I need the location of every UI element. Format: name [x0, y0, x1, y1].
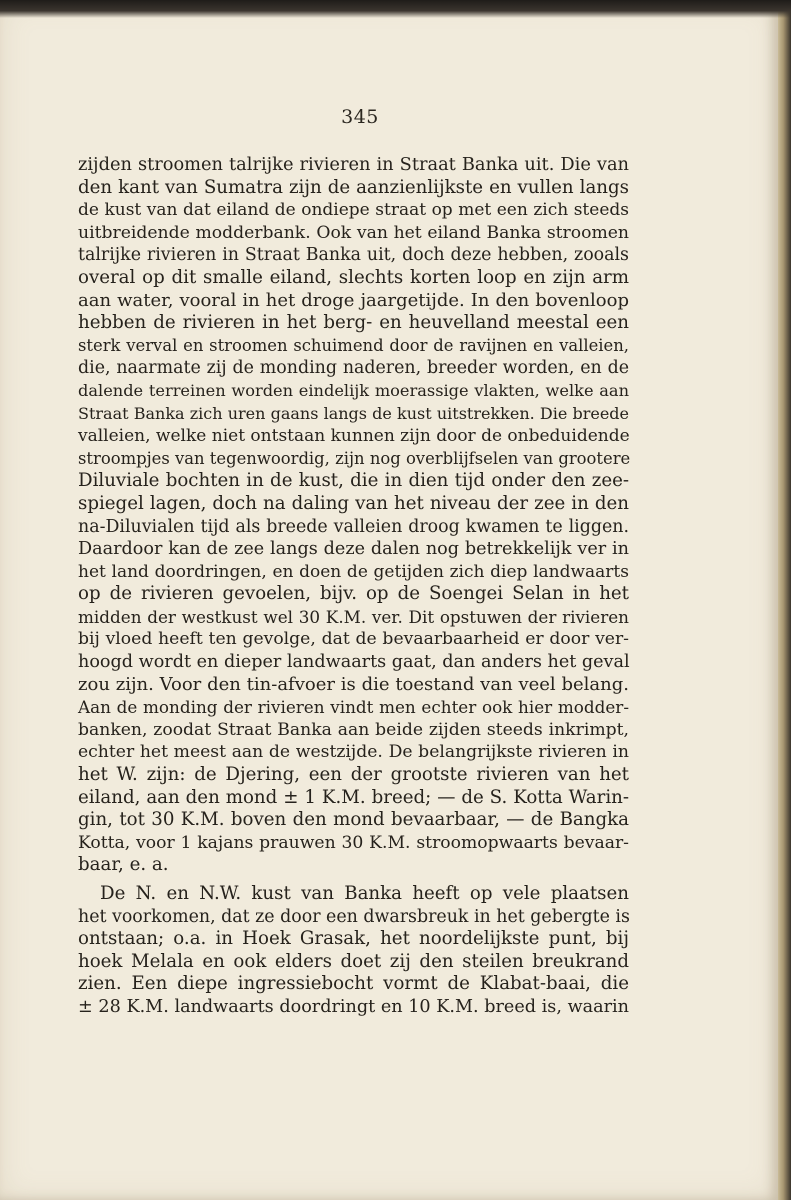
text-line: banken, zoodat Straat Banka aan beide zijden steeds inkrimpt,: [78, 719, 629, 740]
text-line: zijden stroomen talrijke rivieren in Straat Banka uit. Die van: [78, 154, 629, 175]
text-line: Aan de monding der rivieren vindt men echter ook hier modder-: [78, 697, 629, 718]
book-spine-edge: [778, 0, 791, 1200]
text-line: hoogd wordt en dieper landwaarts gaat, dan anders het geval: [78, 652, 630, 673]
text-line: Diluviale bochten in de kust, die in dien tijd onder den zee-: [78, 470, 629, 492]
text-line: de kust van dat eiland de ondiepe straat op met een zich steeds: [78, 200, 629, 221]
text-line: die, naarmate zij de monding naderen, breeder worden, en de: [78, 358, 629, 379]
text-line: baar, e. a.: [78, 854, 169, 876]
text-line: stroompjes van tegenwoordig, zijn nog overblijfselen van grootere: [78, 448, 631, 468]
text-line: gin, tot 30 K.M. boven den mond bevaarbaar, — de Bangka: [78, 809, 629, 831]
page-number: 345: [341, 106, 379, 128]
text-line: hoek Melala en ook elders doet zij den steilen breukrand: [78, 950, 629, 972]
text-line: echter het meest aan de westzijde. De belangrijkste rivieren in: [78, 742, 629, 763]
text-line: ± 28 K.M. landwaarts doordringt en 10 K.M. breed is, waarin: [78, 996, 629, 1017]
text-line: midden der westkust wel 30 K.M. ver. Dit opstuwen der rivieren: [78, 606, 629, 627]
text-line: zien. Een diepe ingressiebocht vormt de Klabat-baai, die: [78, 973, 629, 995]
text-line: Kotta, voor 1 kajans prauwen 30 K.M. stroomopwaarts bevaar-: [78, 832, 629, 853]
text-line: De N. en N.W. kust van Banka heeft op vele plaatsen: [100, 883, 629, 904]
text-line: uitbreidende modderbank. Ook van het eiland Banka stroomen: [78, 222, 629, 243]
scan-top-shadow: [0, 0, 791, 18]
text-line: eiland, aan den mond ± 1 K.M. breed; — de S. Kotta Warin-: [78, 786, 629, 808]
text-line: zou zijn. Voor den tin-afvoer is die toestand van veel belang.: [78, 673, 629, 695]
text-line: Daardoor kan de zee langs deze dalen nog betrekkelijk ver in: [78, 539, 629, 560]
text-line: Straat Banka zich uren gaans langs de kust uitstrekken. Die breede: [78, 403, 629, 423]
paragraph: [78, 154, 629, 877]
text-line: talrijke rivieren in Straat Banka uit, doch deze hebben, zooals: [78, 245, 629, 266]
text-line: na-Diluvialen tijd als breede valleien droog kwamen te liggen.: [78, 516, 629, 537]
text-line: het land doordringen, en doen de getijden zich diep landwaarts: [78, 561, 629, 582]
paragraph: [78, 883, 629, 1019]
text-line: ontstaan; o.a. in Hoek Grasak, het noordelijkste punt, bij: [78, 928, 629, 950]
text-line: het W. zijn: de Djering, een der grootste rivieren van het: [78, 764, 629, 786]
text-line: spiegel lagen, doch na daling van het niveau der zee in den: [78, 492, 629, 514]
text-line: dalende terreinen worden eindelijk moerassige vlakten, welke aan: [78, 380, 629, 400]
text-line: den kant van Sumatra zijn de aanzienlijkste en vullen langs: [78, 176, 629, 198]
text-line: aan water, vooral in het droge jaargetijde. In den bovenloop: [78, 289, 629, 311]
text-line: valleien, welke niet ontstaan kunnen zijn door de onbeduidende: [78, 426, 630, 447]
text-line: sterk verval en stroomen schuimend door de ravijnen en valleien,: [78, 335, 629, 355]
text-line: hebben de rivieren in het berg- en heuvelland meestal een: [78, 312, 629, 334]
text-line: het voorkomen, dat ze door een dwarsbreuk in het gebergte is: [78, 906, 630, 927]
body-text: [78, 154, 629, 1019]
text-line: overal op dit smalle eiland, slechts korten loop en zijn arm: [78, 266, 629, 288]
text-line: op de rivieren gevoelen, bijv. op de Soengei Selan in het: [78, 583, 629, 605]
text-line: bij vloed heeft ten gevolge, dat de bevaarbaarheid er door ver-: [78, 629, 629, 650]
